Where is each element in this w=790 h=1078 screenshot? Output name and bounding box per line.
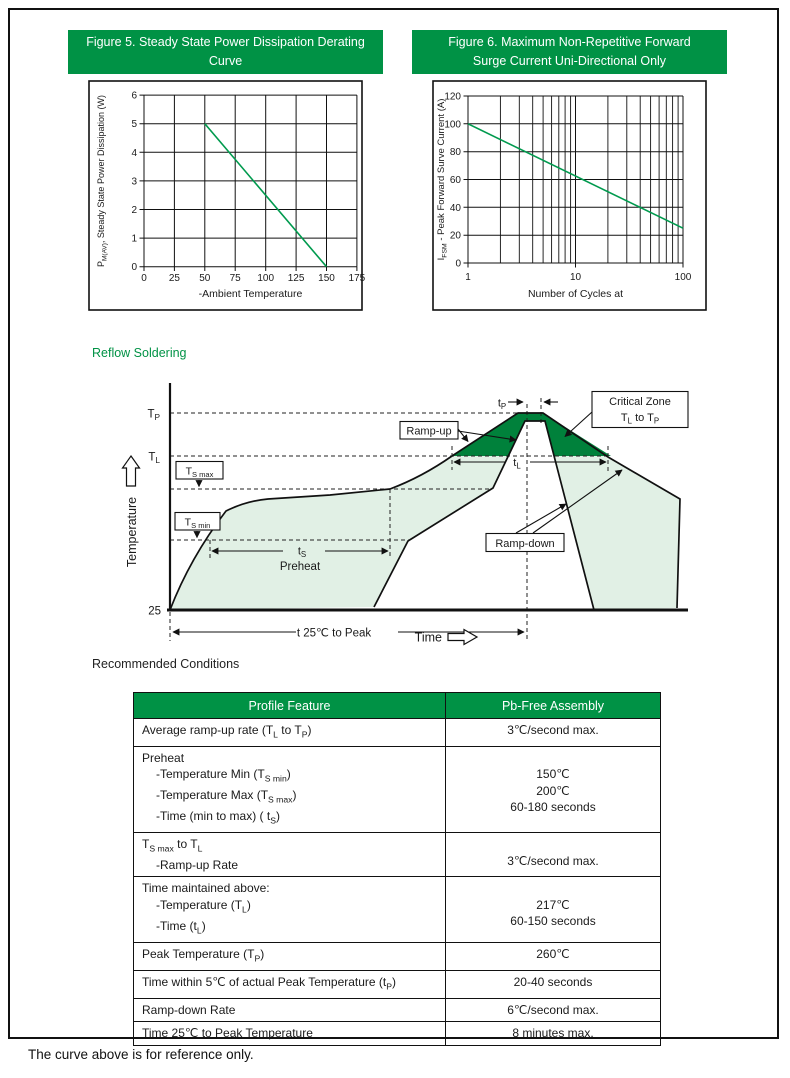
tp-meas-label: $t_P$	[497, 397, 507, 411]
fig6-ylabel: $I_{FSM}$ - Peak Forward Surve Current (A)	[436, 98, 449, 261]
fig6-ytick-5: 100	[444, 119, 461, 131]
fig6-ytick-1: 20	[449, 230, 461, 242]
fig5-ytick-2: 2	[131, 205, 137, 216]
assembly-value-cell: 8 minutes max.	[446, 1022, 661, 1046]
table-row	[134, 719, 661, 747]
fig5-xlabel: -Ambient Temperature	[198, 288, 303, 300]
assembly-value-cell: 20-40 seconds	[446, 970, 661, 998]
profile-feature-cell: Ramp-down Rate	[134, 998, 446, 1022]
fig6-xtick-1: 10	[569, 272, 582, 283]
figure6-chart	[425, 76, 717, 316]
temperature-up-arrow	[123, 456, 140, 486]
profile-feature-cell: Time maintained above: -Temperature $(T_L)$ -Time $(t_L)$	[134, 877, 446, 942]
ramp-up-label: Ramp-up	[406, 425, 452, 438]
fig5-ytick-4: 4	[131, 147, 137, 159]
critical-zone-region	[452, 413, 611, 456]
fig6-ytick-3: 60	[449, 175, 461, 186]
fig5-xtick-7: 175	[348, 273, 366, 284]
profile-feature-cell: Time 25℃ to Peak Temperature	[134, 1022, 446, 1046]
figure5-title-bar	[68, 30, 383, 74]
assembly-value-cell: 3℃/second max.	[446, 833, 661, 877]
fig6-ytick-6: 120	[444, 91, 461, 103]
profile-feature-header: Profile Feature	[134, 693, 446, 719]
fig5-ytick-3: 3	[131, 176, 137, 188]
ts-max-label: $T_{S max}$	[185, 465, 214, 479]
tl-axis-label: $T_L$	[148, 451, 160, 465]
fig5-xtick-1: 25	[168, 273, 180, 284]
assembly-value-cell: 6℃/second max.	[446, 998, 661, 1022]
figure6-title-bar	[412, 30, 727, 74]
table-header-row	[134, 693, 661, 719]
fig6-ytick-2: 40	[449, 202, 461, 214]
fig5-xtick-4: 100	[257, 273, 275, 284]
table-row	[134, 1022, 661, 1046]
assembly-value-cell: 217℃ 60-150 seconds	[446, 877, 661, 942]
profile-band	[170, 413, 680, 610]
fig6-xtick-0: 1	[465, 272, 471, 283]
time-axis-label: Time	[414, 630, 442, 645]
critical-zone-label-line2: $T_L$ to $T_P$	[620, 412, 660, 426]
table-row	[134, 746, 661, 832]
fig5-ylabel: $P_{M(AV)}$, Steady State Power Dissipation (W)	[96, 95, 109, 267]
profile-feature-cell: Peak Temperature $(T_P)$	[134, 942, 446, 970]
fig6-ytick-4: 80	[449, 147, 461, 159]
fig5-xtick-5: 125	[287, 273, 305, 284]
ts-min-label: $T_{S min}$	[184, 516, 211, 530]
table-row	[134, 998, 661, 1022]
fig5-ytick-6: 6	[131, 90, 137, 102]
assembly-value-cell: 260℃	[446, 942, 661, 970]
recommended-conditions-table	[133, 692, 661, 1046]
ramp-down-label: Ramp-down	[495, 538, 555, 550]
fig5-xtick-3: 75	[229, 273, 241, 284]
tl-meas-label: $t_L$	[513, 457, 521, 471]
origin-25-label: 25	[148, 605, 161, 618]
temperature-axis-label: Temperature	[125, 496, 139, 568]
ts-meas-label: $t_S$	[297, 545, 307, 559]
table-row	[134, 942, 661, 970]
fig5-ytick-5: 5	[131, 119, 137, 131]
figure5-chart	[80, 76, 372, 316]
fig5-xtick-6: 150	[318, 273, 335, 284]
reflow-soldering-heading: Reflow Soldering	[92, 346, 187, 360]
critical-zone-label-line1: Critical Zone	[609, 396, 671, 408]
footer-reference-note: The curve above is for reference only.	[28, 1047, 254, 1062]
recommended-conditions-heading: Recommended Conditions	[92, 657, 240, 671]
fig5-xtick-0: 0	[141, 273, 147, 284]
table-row	[134, 877, 661, 942]
pb-free-assembly-header: Pb-Free Assembly	[446, 693, 661, 719]
table-row	[134, 833, 661, 877]
fig5-xtick-2: 50	[199, 273, 211, 284]
profile-feature-cell: Average ramp-up rate ($T_L$ to $T_P$)	[134, 719, 446, 747]
figure5-title-line1: Figure 5. Steady State Power Dissipation Derating	[86, 35, 365, 49]
table-row	[134, 970, 661, 998]
tp-axis-label: $T_P$	[147, 408, 160, 422]
profile-feature-cell: Time within 5℃ of actual Peak Temperature $(t_P)$	[134, 970, 446, 998]
fig6-xtick-2: 100	[674, 272, 692, 283]
fig5-ytick-0: 0	[131, 262, 137, 274]
assembly-value-cell: 150℃ 200℃ 60-180 seconds	[446, 746, 661, 832]
reflow-profile-diagram	[100, 375, 720, 660]
figure6-title-line2: Surge Current Uni-Directional Only	[472, 54, 667, 68]
assembly-value-cell: 3℃/second max.	[446, 719, 661, 747]
profile-feature-cell: $T_{S max}$ to $T_L$ -Ramp-up Rate	[134, 833, 446, 877]
fig6-xlabel: Number of Cycles at	[527, 288, 624, 300]
preheat-label: Preheat	[279, 561, 321, 573]
profile-feature-cell: Preheat -Temperature Min $(T_{S min})$ -Temperature Max $(T_{S max})$ -Time (min to max) ( $t_S$)	[134, 746, 446, 832]
t25-to-peak-label: t 25℃ to Peak	[296, 627, 372, 640]
fig6-ytick-0: 0	[455, 258, 461, 270]
figure6-title-line1: Figure 6. Maximum Non-Repetitive Forward	[448, 35, 691, 49]
fig5-ytick-1: 1	[131, 233, 137, 245]
figure5-title-line2: Curve	[208, 54, 243, 68]
